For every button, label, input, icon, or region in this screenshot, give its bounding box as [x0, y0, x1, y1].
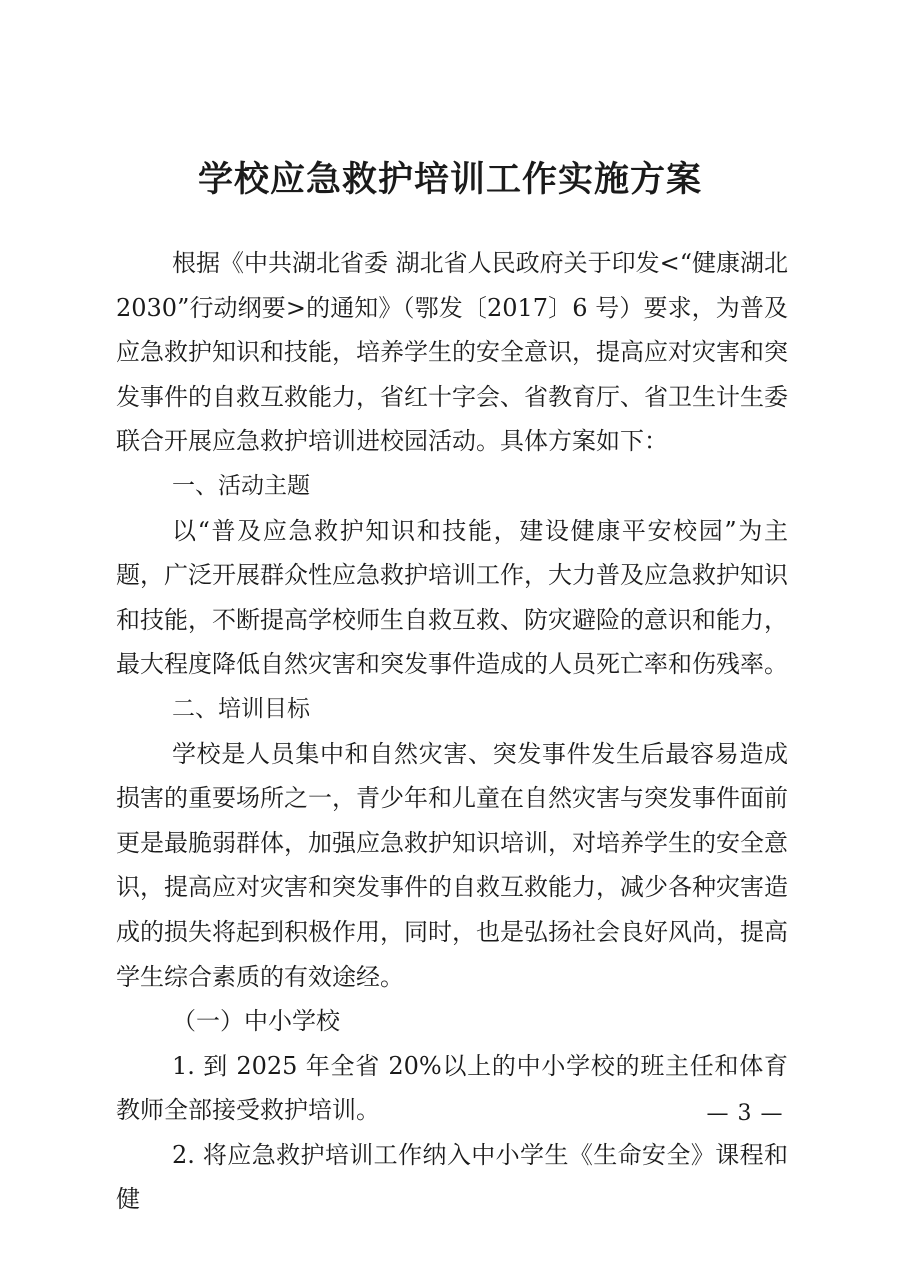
document-title: 学校应急救护培训工作实施方案 — [197, 159, 702, 200]
section-paragraph-theme: 以“普及应急救护知识和技能，建设健康平安校园”为主题，广泛开展群众性应急救护培训工作，大力普及应急救护知识和技能，不断提高学校师生自救互救、防灾避险的意识和能力，最大程度降低自然灾害和突发事件造成的人员死亡率和伤残率。 — [116, 516, 788, 679]
intro-paragraph: 根据《中共湖北省委 湖北省人民政府关于印发<“健康湖北2030”行动纲要>的通知》（鄂发〔2017〕6 号）要求，为普及应急救护知识和技能，培养学生的安全意识，提高应对灾害和突发事件的自救互救能力，省红十字会、省教育厅、省卫生计生委联合开展应急救护培训进校园活动。具体方案如下： — [116, 249, 789, 456]
section-heading-goal: 二、培训目标 — [172, 695, 310, 722]
section-paragraph-goal: 学校是人员集中和自然灾害、突发事件发生后最容易造成损害的重要场所之一，青少年和儿童在自然灾害与突发事件面前更是最脆弱群体，加强应急救护知识培训，对培养学生的安全意识，提高应对灾害和突发事件的自救互救能力，减少各种灾害造成的损失将起到积极作用，同时，也是弘扬社会良好风尚，提高学生综合素质的有效途经。 — [116, 739, 788, 991]
page-number: — 3 — — [706, 1101, 784, 1126]
subsection-heading-schools: （一）中小学校 — [172, 1007, 340, 1036]
document-body — [116, 241, 788, 1222]
list-item: 2. 将应急救护培训工作纳入中小学生《生命安全》课程和健 — [116, 1140, 788, 1214]
section-heading-theme: 一、活动主题 — [172, 472, 310, 499]
list-item: 1. 到 2025 年全省 20%以上的中小学校的班主任和体育教师全部接受救护培训。 — [116, 1051, 788, 1125]
